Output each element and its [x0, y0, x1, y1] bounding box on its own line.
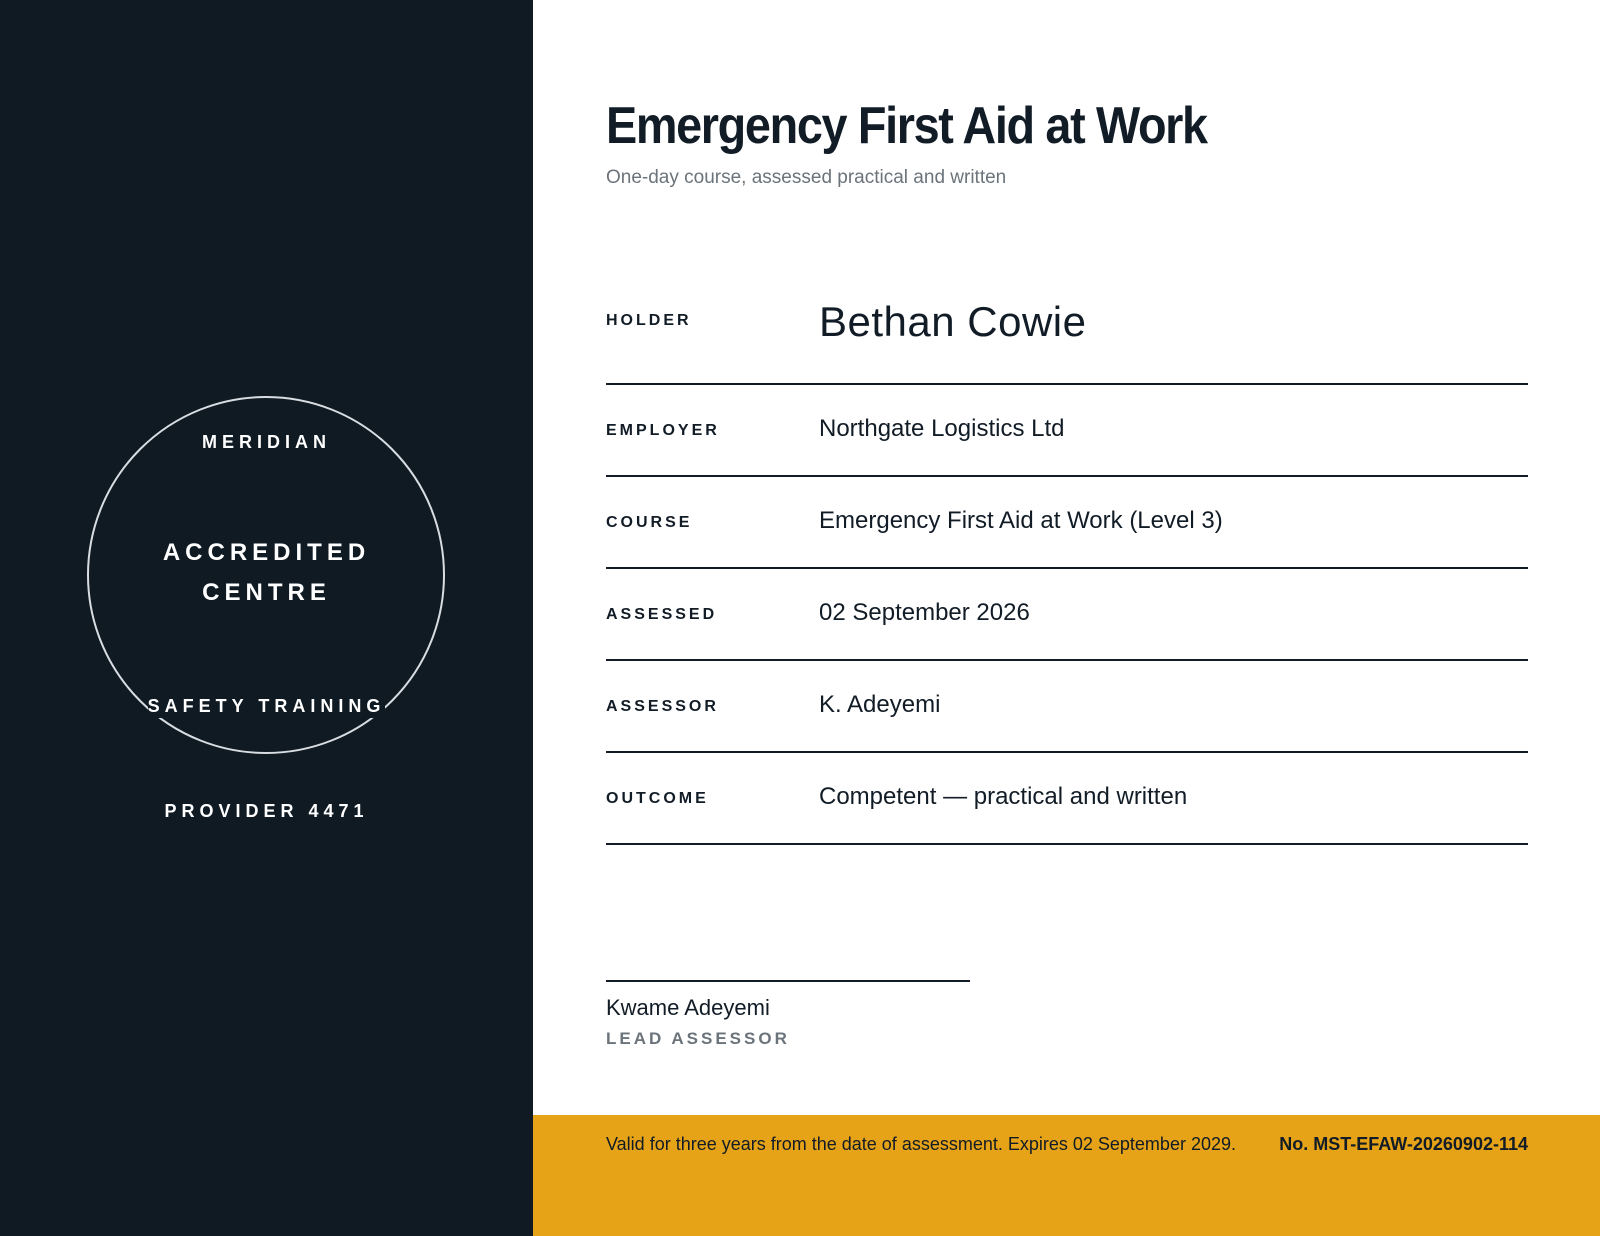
field-value: Emergency First Aid at Work (Level 3) [819, 507, 1223, 534]
seal-center-text [0, 533, 533, 613]
signature-line [606, 980, 970, 982]
provider-number: PROVIDER 4471 [164, 801, 369, 821]
field-row-employer [606, 385, 1528, 477]
certificate-fields [606, 270, 1528, 845]
holder-name: Bethan Cowie [819, 298, 1087, 345]
field-value: K. Adeyemi [819, 691, 941, 718]
seal-top-text: MERIDIAN [202, 432, 331, 452]
field-row-holder [606, 270, 1528, 385]
field-value: Competent — practical and written [819, 783, 1188, 810]
signer-name: Kwame Adeyemi [606, 995, 770, 1020]
field-label: ASSESSOR [606, 698, 719, 715]
field-row-outcome [606, 753, 1528, 845]
certificate-title: Emergency First Aid at Work [606, 97, 1207, 155]
field-row-assessor [606, 661, 1528, 753]
validity-footer [533, 1115, 1600, 1236]
field-row-assessed [606, 569, 1528, 661]
seal-bottom-label: SAFETY TRAINING [147, 696, 386, 716]
field-label: EMPLOYER [606, 422, 720, 439]
field-value: 02 September 2026 [819, 599, 1030, 626]
field-value: Northgate Logistics Ltd [819, 415, 1065, 442]
seal-center-line1: ACCREDITED [162, 539, 371, 566]
validity-text: Valid for three years from the date of assessment. Expires 02 September 2029. [606, 1134, 1236, 1154]
seal-bottom-text [0, 696, 533, 717]
certificate-number: No. MST-EFAW-20260902-114 [1279, 1134, 1528, 1154]
field-label: HOLDER [606, 312, 692, 329]
field-label: OUTCOME [606, 790, 709, 807]
field-row-course [606, 477, 1528, 569]
field-label: ASSESSED [606, 606, 718, 623]
sidebar-panel [0, 0, 533, 1236]
seal-center-line2: CENTRE [202, 579, 331, 606]
certificate-subtitle: One-day course, assessed practical and written [606, 167, 1007, 188]
signer-role: LEAD ASSESSOR [606, 1029, 790, 1048]
field-label: COURSE [606, 514, 693, 531]
